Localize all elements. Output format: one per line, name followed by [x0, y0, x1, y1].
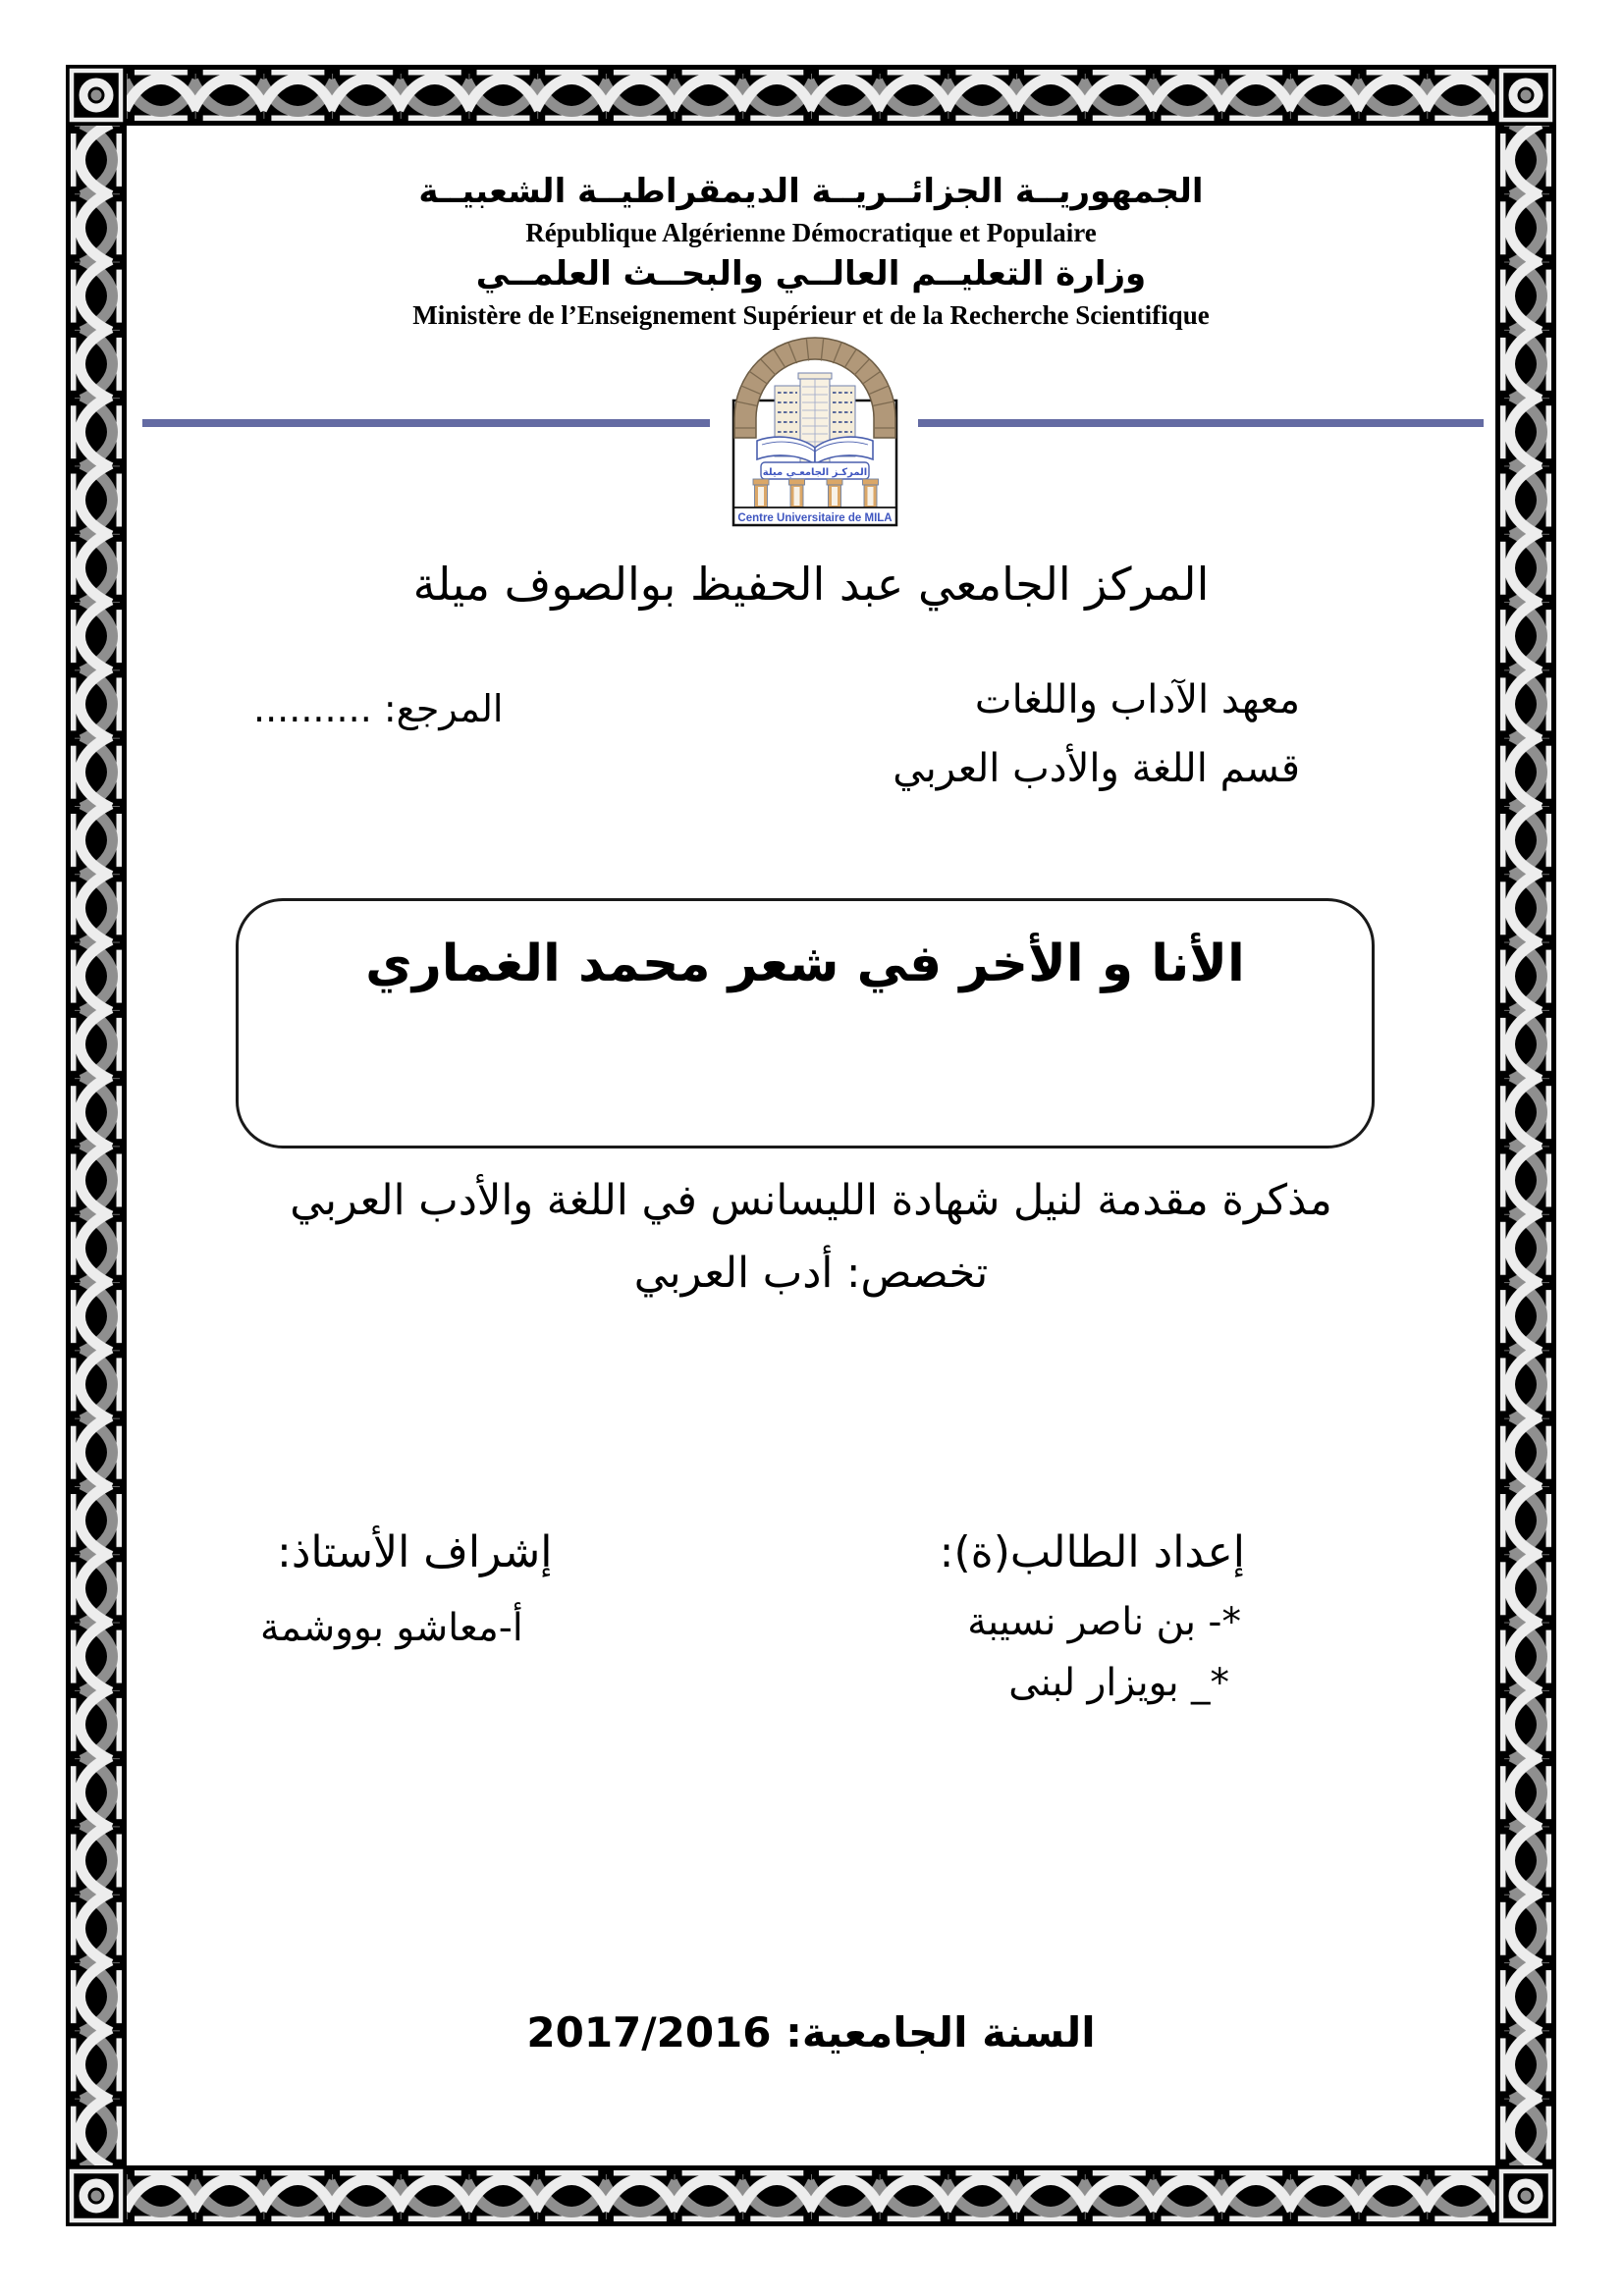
thesis-title: الأنا و الأخر في شعر محمد الغماري — [365, 934, 1245, 993]
header-block — [66, 169, 1556, 334]
accent-rule-left — [142, 419, 710, 427]
student-name-1: *- بن ناصر نسيبة — [967, 1600, 1241, 1644]
accent-rule-right — [918, 419, 1484, 427]
logo-caption-text: Centre Universitaire de MILA — [737, 512, 893, 524]
supervisor-label: إشراف الأستاذ: — [277, 1527, 553, 1577]
logo-banner-text: المركـز الجامعـي ميلة — [762, 467, 868, 478]
header-ministry-ar: وزارة التعليــم العالــي والبحــث العلمــي — [475, 254, 1147, 294]
student-name-2: *_ بويزار لبنى — [1008, 1661, 1229, 1705]
university-name: المركز الجامعي عبد الحفيظ بوالصوف ميلة — [412, 558, 1210, 611]
department-name: قسم اللغة والأدب العربي — [893, 746, 1300, 791]
reference-label: المرجع: .......... — [253, 687, 504, 730]
university-logo — [731, 332, 898, 528]
header-republic-ar: الجمهوريــة الجزائــريــة الديمقراطيــة الشعبيــة — [418, 172, 1204, 211]
header-republic-fr: République Algérienne Démocratique et Populaire — [525, 218, 1097, 247]
institute-name: معهد الآداب واللغات — [974, 677, 1300, 722]
supervisor-name: أ-معاشو بووشمة — [260, 1606, 523, 1650]
header-ministry-fr: Ministère de l’Enseignement Supérieur et de la Recherche Scientifique — [412, 300, 1210, 330]
memo-line: مذكرة مقدمة لنيل شهادة الليسانس في اللغة والأدب العربي — [290, 1176, 1332, 1225]
specialty-line: تخصص: أدب العربي — [633, 1249, 989, 1298]
thesis-title-box — [236, 898, 1375, 1148]
academic-year: السنة الجامعية: 2017/2016 — [526, 2008, 1096, 2056]
prepared-by-label: إعداد الطالب(ة): — [939, 1527, 1245, 1577]
